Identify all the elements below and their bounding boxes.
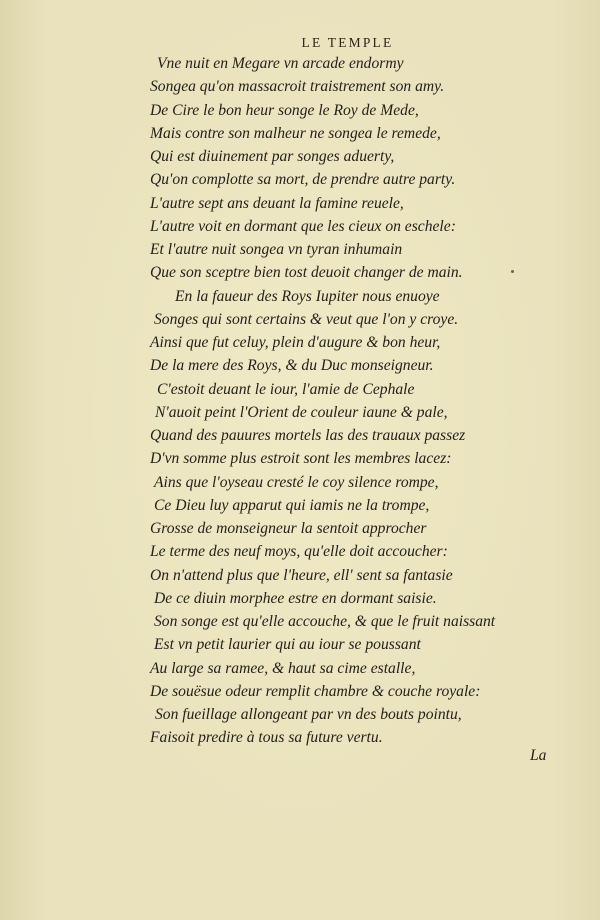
verse-line-12: Songes qui sont certains & veut que l'on y croye. [154,310,459,328]
verse-line-10: Que son sceptre bien tost deuoit changer de main. [150,264,463,282]
verse-line-8: L'autre voit en dormant que les cieux on eschele: [150,217,456,235]
catchword: La [530,747,547,764]
verse-line-14: De la mere des Roys, & du Duc monseigneur. [150,357,434,375]
verse-line-20: Ce Dieu luy apparut qui iamis ne la trompe, [154,496,430,514]
verse-line-22: Le terme des neuf moys, qu'elle doit accoucher: [150,543,448,561]
running-head: LE TEMPLE [301,35,394,50]
verse-line-9: Et l'autre nuit songea vn tyran inhumain [150,241,403,258]
verse-line-25: Son songe est qu'elle accouche, & que le fruit naissant [154,613,496,630]
verse-line-6: Qu'on complotte sa mort, de prendre autre party. [150,171,456,189]
verse-line-19: Ains que l'oyseau cresté le coy silence rompe, [154,473,439,491]
verse-line-16: N'auoit peint l'Orient de couleur iaune & pale, [155,403,448,421]
verse-line-18: D'vn somme plus estroit sont les membres lacez: [150,450,452,468]
verse-line-2: Songea qu'on massacroit traistrement son amy. [150,78,445,96]
verse-line-30: Faisoit predire à tous sa future vertu. [150,729,383,747]
verse-text [150,52,570,750]
verse-line-27: Au large sa ramee, & haut sa cime estalle, [150,659,416,677]
verse-line-23: On n'attend plus que l'heure, ell' sent sa fantasie [150,566,453,584]
verse-line-13: Ainsi que fut celuy, plein d'augure & bon heur, [150,334,441,351]
verse-line-21: Grosse de monseigneur la sentoit approcher [150,520,427,537]
verse-line-7: L'autre sept ans deuant la famine reuele, [150,194,404,212]
verse-line-29: Son fueillage allongeant par vn des bouts pointu, [155,706,462,723]
ink-speck [511,270,514,273]
verse-line-17: Quand des pauures mortels las des trauaux passez [150,427,466,444]
verse-line-24: De ce diuin morphee estre en dormant saisie. [154,589,437,607]
verse-line-26: Est vn petit laurier qui au iour se poussant [154,636,421,654]
verse-line-28: De souësue odeur remplit chambre & couche royale: [150,682,481,700]
verse-line-1: Vne nuit en Megare vn arcade endormy [157,55,404,72]
verse-line-3: De Cire le bon heur songe le Roy de Mede, [150,101,419,119]
verse-line-15: C'estoit deuant le iour, l'amie de Cephale [157,380,415,398]
verse-line-4: Mais contre son malheur ne songea le remede, [150,124,441,142]
verse-line-5: Qui est diuinement par songes aduerty, [150,148,395,165]
verse-line-11: En la faueur des Roys Iupiter nous enuoye [175,287,440,305]
